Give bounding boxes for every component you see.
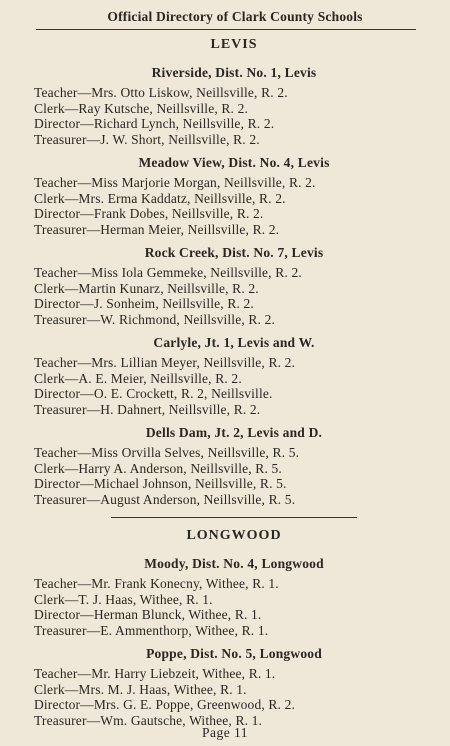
officer-line: Treasurer—August Anderson, Neillsville, R. 5. (34, 491, 296, 507)
officer-line: Treasurer—Herman Meier, Neillsville, R. 2. (34, 221, 280, 237)
officer-line: Clerk—Martin Kunarz, Neillsville, R. 2. (34, 280, 259, 296)
district-title: Dells Dam, Jt. 2, Levis and D. (145, 425, 323, 440)
officer-line: Treasurer—W. Richmond, Neillsville, R. 2. (34, 311, 276, 327)
officer-line: Teacher—Miss Iola Gemmeke, Neillsville, R. 2. (34, 265, 302, 280)
running-header: Official Directory of Clark County Schools (107, 9, 363, 24)
officer-line: Treasurer—Wm. Gautsche, Withee, R. 1. (34, 712, 263, 728)
officer-line: Director—Herman Blunck, Withee, R. 1. (34, 607, 262, 622)
directory-content (34, 37, 434, 736)
officer-line: Director—O. E. Crockett, R. 2, Neillsville. (34, 386, 273, 401)
officer-line: Teacher—Mrs. Otto Liskow, Neillsville, R. 2. (34, 85, 288, 100)
officer-line: Teacher—Miss Marjorie Morgan, Neillsville, R. 2. (34, 175, 316, 190)
officer-line: Director—Michael Johnson, Neillsville, R. 5. (34, 476, 287, 491)
officer-line: Director—Mrs. G. E. Poppe, Greenwood, R. 2. (34, 697, 296, 712)
district-entry (34, 65, 434, 147)
section-divider (111, 517, 357, 518)
district-entry (34, 556, 434, 638)
district-entry (34, 155, 434, 237)
officer-line: Director—Frank Dobes, Neillsville, R. 2. (34, 206, 264, 221)
district-entry (34, 646, 434, 728)
district-title: Carlyle, Jt. 1, Levis and W. (153, 335, 315, 350)
officer-line: Treasurer—J. W. Short, Neillsville, R. 2. (34, 131, 260, 147)
officer-line: Teacher—Miss Orvilla Selves, Neillsville, R. 5. (34, 445, 300, 460)
township-heading: LONGWOOD (186, 528, 282, 543)
officer-line: Clerk—Harry A. Anderson, Neillsville, R. 5. (34, 460, 282, 476)
officer-line: Clerk—Ray Kutsche, Neillsville, R. 2. (34, 100, 249, 116)
officer-line: Teacher—Mr. Harry Liebzeit, Withee, R. 1. (34, 666, 276, 681)
officer-line: Clerk—Mrs. M. J. Haas, Withee, R. 1. (34, 681, 247, 697)
officer-line: Clerk—T. J. Haas, Withee, R. 1. (34, 591, 213, 607)
township-heading: LEVIS (210, 37, 258, 52)
officer-line: Teacher—Mrs. Lillian Meyer, Neillsville, R. 2. (34, 355, 296, 370)
officer-line: Teacher—Mr. Frank Konecny, Withee, R. 1. (34, 576, 279, 591)
officer-line: Treasurer—H. Dahnert, Neillsville, R. 2. (34, 401, 261, 417)
district-entry (34, 335, 434, 417)
officer-line: Clerk—Mrs. Erma Kaddatz, Neillsville, R. 2. (34, 190, 286, 206)
page-number: Page 11 (201, 725, 249, 740)
officer-line: Treasurer—E. Ammenthorp, Withee, R. 1. (34, 622, 269, 638)
header-rule (36, 29, 416, 30)
officer-line: Clerk—A. E. Meier, Neillsville, R. 2. (34, 370, 242, 386)
district-title: Meadow View, Dist. No. 4, Levis (138, 155, 330, 170)
district-title: Rock Creek, Dist. No. 7, Levis (144, 245, 324, 260)
officer-line: Director—Richard Lynch, Neillsville, R. 2. (34, 116, 275, 131)
district-title: Moody, Dist. No. 4, Longwood (144, 556, 324, 571)
district-entry (34, 425, 434, 507)
district-entry (34, 245, 434, 327)
district-title: Poppe, Dist. No. 5, Longwood (146, 646, 322, 661)
officer-line: Director—J. Sonheim, Neillsville, R. 2. (34, 296, 254, 311)
district-title: Riverside, Dist. No. 1, Levis (151, 65, 317, 80)
